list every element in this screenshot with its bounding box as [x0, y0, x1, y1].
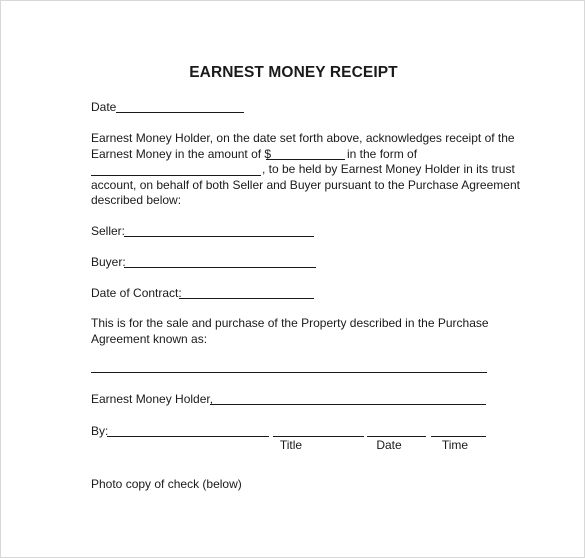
date-field[interactable]: [116, 112, 244, 113]
page-title: EARNEST MONEY RECEIPT: [189, 64, 398, 81]
signature-field[interactable]: [107, 436, 269, 437]
signature-time-field[interactable]: [431, 436, 486, 437]
holder-field[interactable]: [210, 404, 486, 405]
date-label: Date: [91, 100, 117, 114]
paragraph-1-line-1: Earnest Money Holder, on the date set forth above, acknowledges receipt of the: [91, 131, 515, 145]
photo-copy-label: Photo copy of check (below): [91, 477, 242, 491]
paragraph-2-line-1: This is for the sale and purchase of the Property described in the Purchase: [91, 316, 489, 330]
amount-field[interactable]: [266, 159, 345, 160]
signer-title-field[interactable]: [273, 436, 364, 437]
seller-label: Seller:: [91, 224, 126, 238]
date-caption: Date: [376, 438, 402, 452]
paragraph-1-line-2-prefix: Earnest Money in the amount of $: [91, 147, 272, 161]
signature-date-field[interactable]: [367, 436, 426, 437]
by-label: By:: [91, 424, 109, 438]
paragraph-1-line-4: account, on behalf of both Seller and Buyer pursuant to the Purchase Agreement: [91, 178, 520, 192]
holder-label: Earnest Money Holder,: [91, 392, 214, 406]
paragraph-1-line-2-suffix: in the form of: [347, 147, 418, 161]
contract-date-label: Date of Contract:: [91, 286, 182, 300]
property-description-field[interactable]: [91, 372, 487, 373]
buyer-label: Buyer:: [91, 255, 126, 269]
form-of-payment-field[interactable]: [91, 175, 261, 176]
paragraph-2-line-2: Agreement known as:: [91, 332, 208, 346]
title-caption: Title: [279, 438, 303, 452]
paragraph-1-line-3-suffix: , to be held by Earnest Money Holder in its trust: [262, 162, 515, 176]
buyer-field[interactable]: [124, 267, 316, 268]
paragraph-1-line-5: described below:: [91, 193, 182, 207]
time-caption: Time: [441, 438, 469, 452]
seller-field[interactable]: [124, 236, 314, 237]
contract-date-field[interactable]: [179, 298, 314, 299]
